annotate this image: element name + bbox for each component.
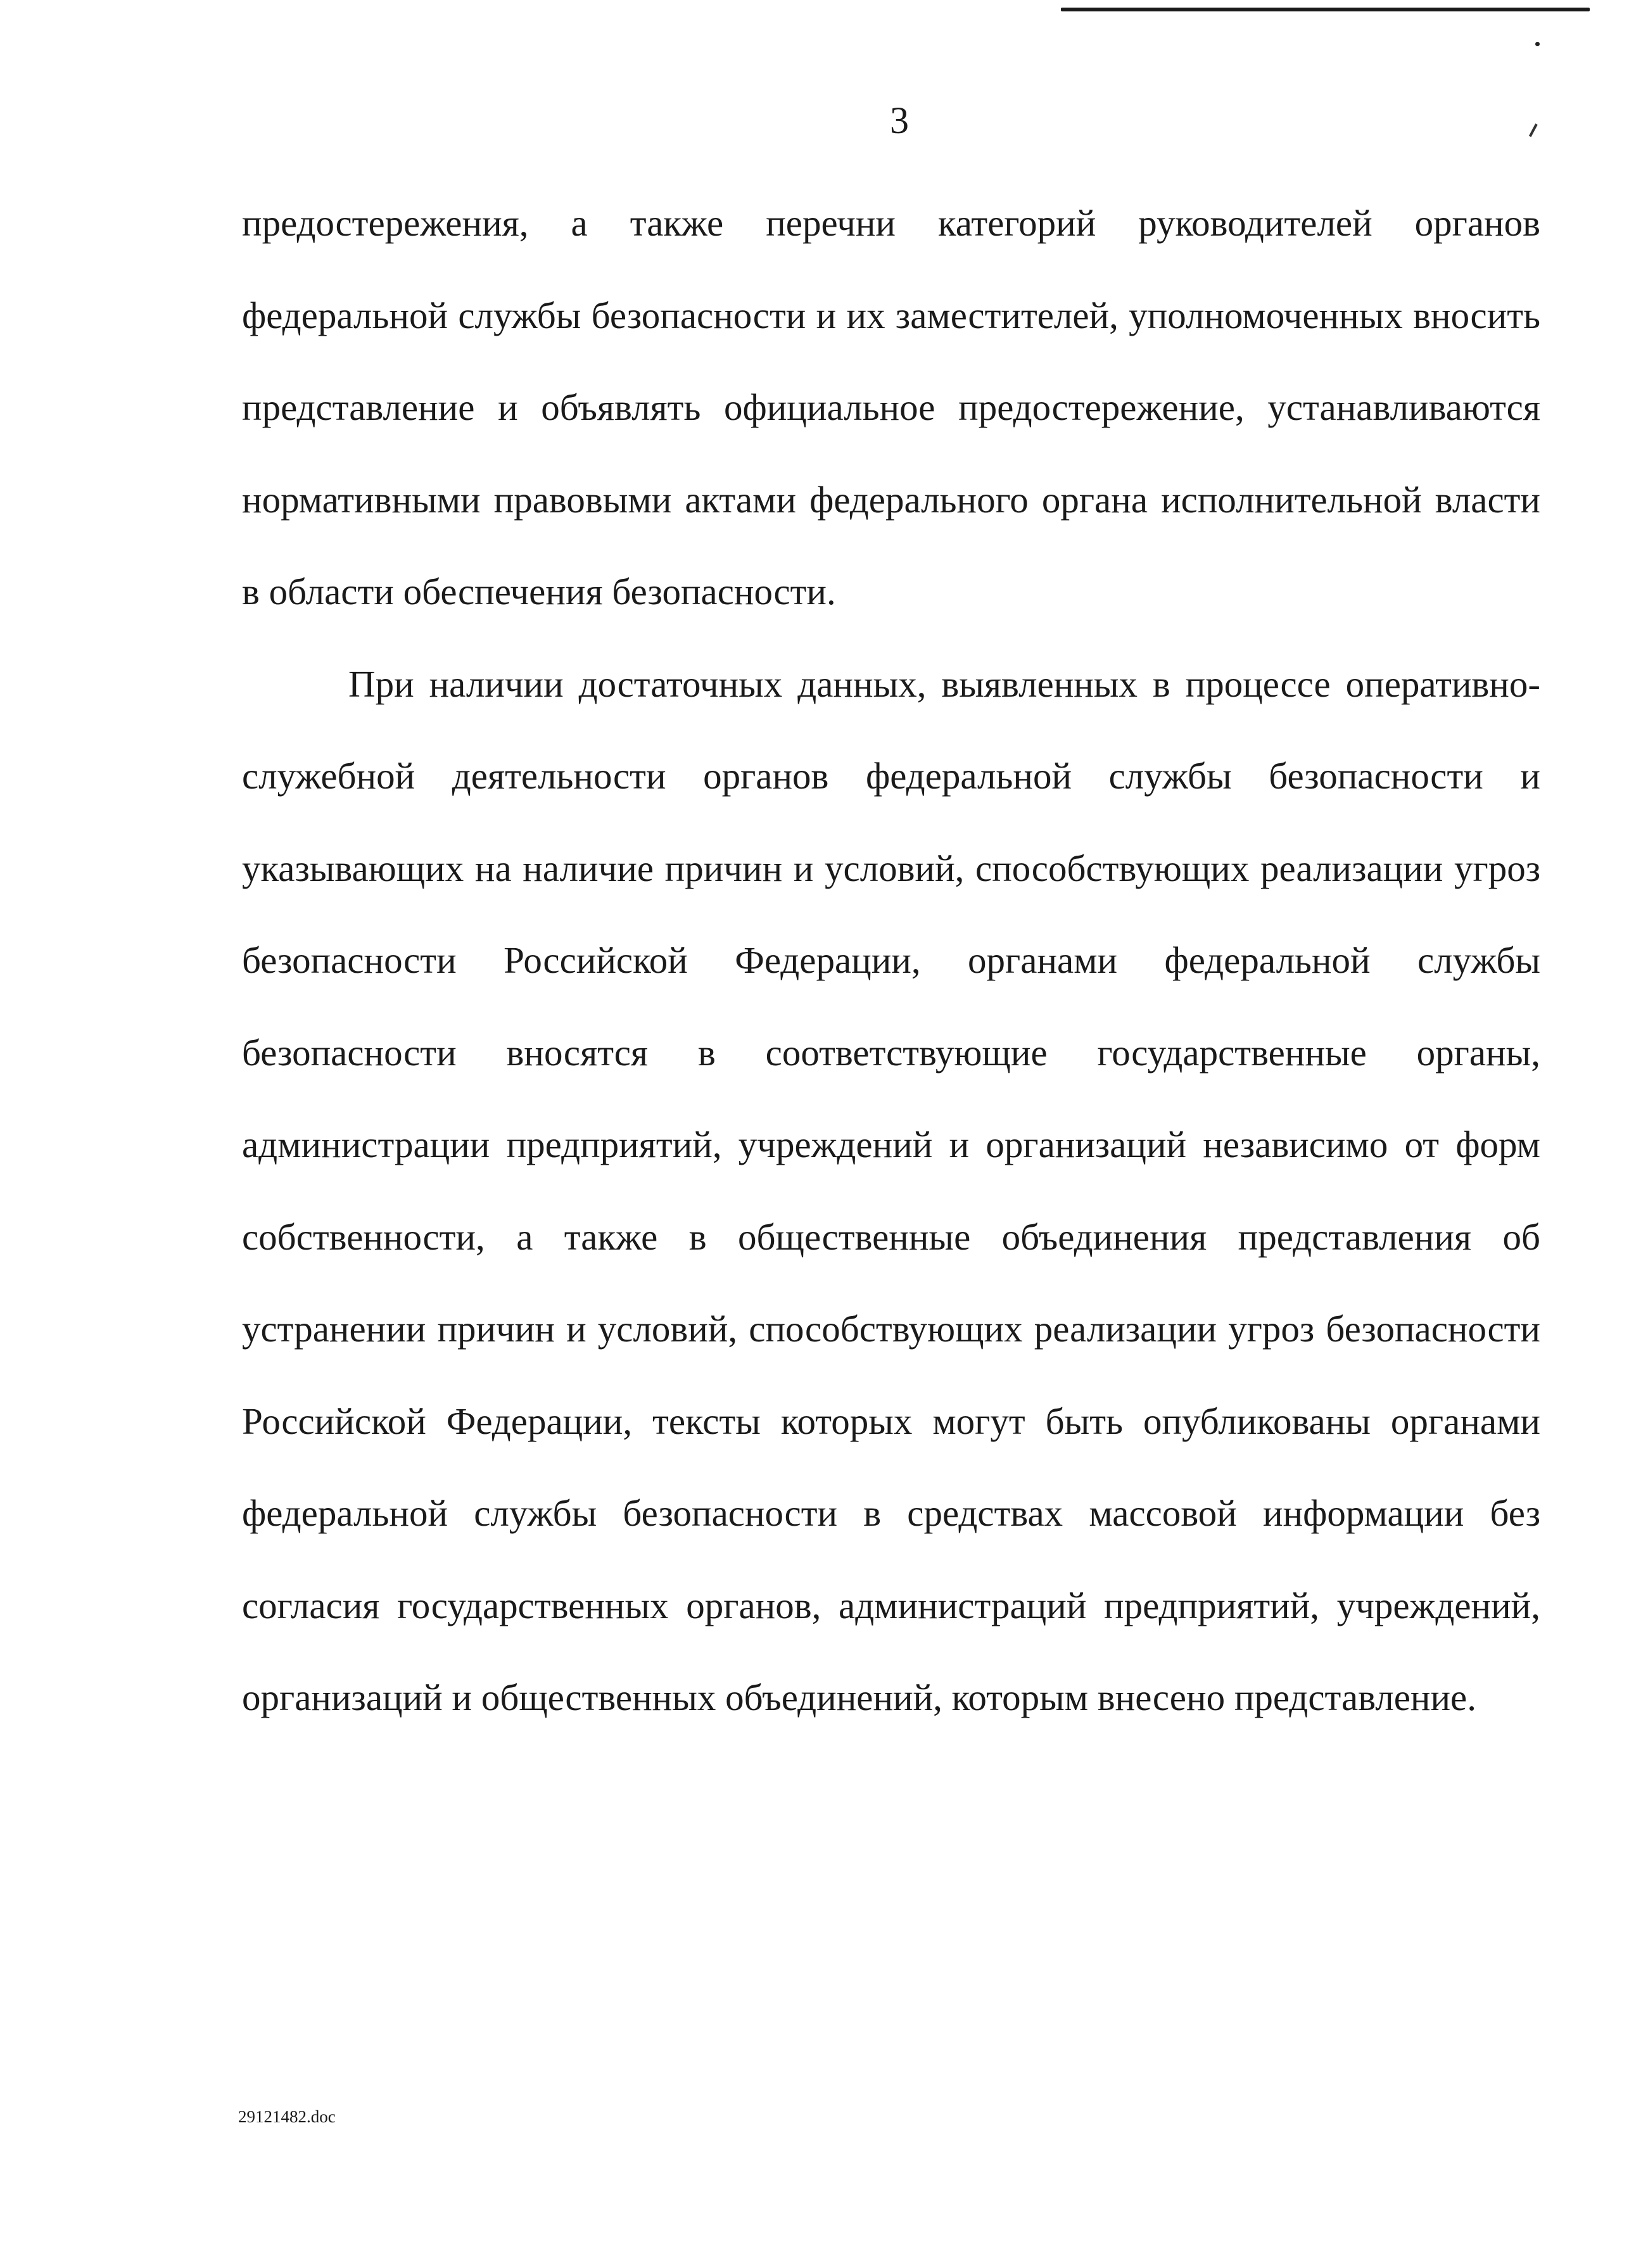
footer-file-name: 29121482.doc — [238, 2107, 336, 2126]
page-number: 3 — [890, 99, 909, 141]
document-body — [242, 177, 1540, 1744]
paragraph-continuation: предостережения, а также перечни категорий руководителей органов федеральной службы безопасности и их заместителей, уполномоченных вносить представление и объявлять официальное предостережение, устанавливаются нормативными правовыми актами федерального органа исполнительной власти в области обеспечения безопасности. — [242, 202, 1540, 612]
scan-mark-dot — [1535, 42, 1540, 46]
check-mark-icon — [1529, 124, 1545, 141]
paragraph-representations: При наличии достаточных данных, выявленных в процессе оперативно-служебной деятельности органов федеральной службы безопасности и указывающих на наличие причин и условий, способствующих реализации угроз безопасности Российской Федерации, органами федеральной службы безопасности вносятся в соответствующие государственные органы, администрации предприятий, учреждений и организаций независимо от форм собственности, а также в общественные объединения представления об устранении причин и условий, способствующих реализации угроз безопасности Российской Федерации, тексты которых могут быть опубликованы органами федеральной службы безопасности в средствах массовой информации без согласия государственных органов, администраций предприятий, учреждений, организаций и общественных объединений, которым внесено представление. — [242, 662, 1540, 1718]
top-rule-line — [1061, 8, 1590, 11]
